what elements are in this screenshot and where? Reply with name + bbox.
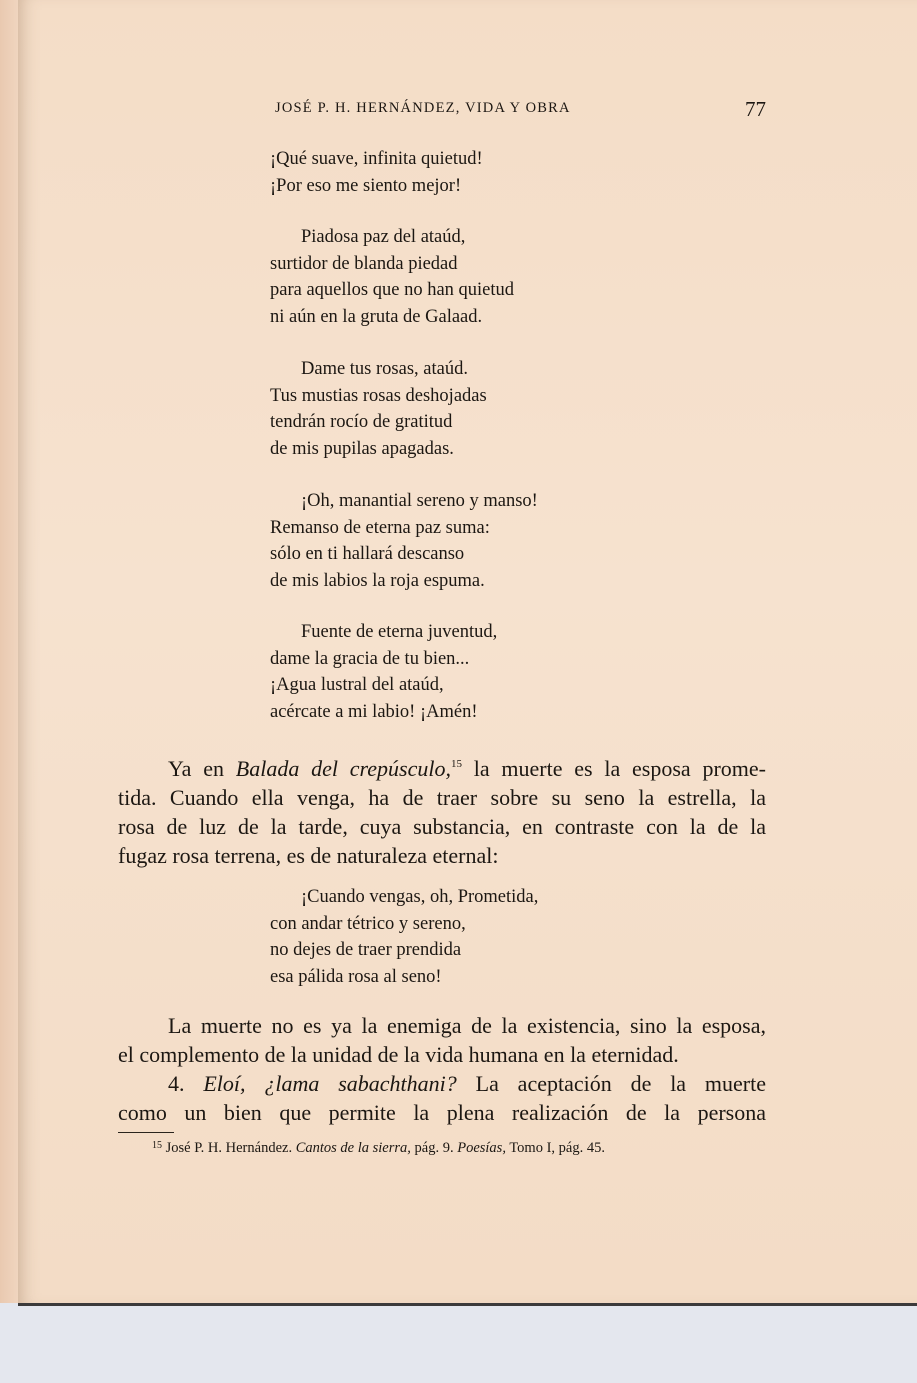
poem-stanza — [270, 619, 497, 725]
body-paragraph — [118, 754, 766, 870]
verse-line: ¡Oh, manantial sereno y manso! — [301, 491, 538, 511]
verse-line: ni aún en la gruta de Galaad. — [270, 306, 483, 327]
paragraph-line: como un bien que permite la plena realización de la persona — [118, 1100, 766, 1125]
verse-line: surtidor de blanda piedad — [270, 253, 458, 274]
text-run: pág. 9. — [410, 1140, 458, 1156]
poem-stanza — [270, 488, 538, 594]
text-run: José P. H. Hernández. — [162, 1140, 296, 1156]
poem-stanza — [270, 224, 514, 330]
paragraph-line — [118, 1069, 766, 1098]
text-run: Tomo I, pág. 45. — [505, 1140, 605, 1156]
poem-stanza — [270, 884, 538, 990]
verse-line: Piadosa paz del ataúd, — [301, 227, 466, 247]
paragraph-line: tida. Cuando ella venga, ha de traer sobre su seno la estrella, la — [118, 785, 766, 810]
paragraph-line: La muerte no es ya la enemiga de la existencia, sino la esposa, — [168, 1013, 766, 1038]
text-run: La aceptación de la muerte — [456, 1071, 767, 1096]
verse-line: acércate a mi labio! ¡Amén! — [270, 701, 478, 722]
poem-stanza — [270, 356, 487, 462]
verse-line: Remanso de eterna paz suma: — [270, 517, 490, 538]
verse-line: no dejes de traer prendida — [270, 940, 462, 960]
verse-line: ¡Agua lustral del ataúd, — [270, 675, 444, 695]
verse-line: de mis pupilas apagadas. — [270, 438, 454, 459]
section-paragraph — [118, 1069, 766, 1127]
paragraph-line: el complemento de la unidad de la vida humana en la eternidad. — [118, 1042, 679, 1067]
running-head: JOSÉ P. H. HERNÁNDEZ, VIDA Y OBRA — [275, 100, 571, 116]
section-number: 4. — [168, 1071, 204, 1096]
verse-line: Tus mustias rosas deshojadas — [270, 385, 487, 406]
work-title: Poesías, — [457, 1140, 506, 1156]
verse-line: esa pálida rosa al seno! — [270, 966, 442, 987]
paragraph-line — [118, 754, 766, 783]
verse-line: dame la gracia de tu bien... — [270, 648, 470, 669]
verse-line: con andar tétrico y sereno, — [270, 913, 466, 934]
verse-line: ¡Cuando vengas, oh, Prometida, — [301, 887, 539, 907]
page-gutter — [0, 0, 18, 1303]
text-run: Ya en — [168, 756, 236, 781]
verse-line: de mis labios la roja espuma. — [270, 570, 485, 591]
paragraph-line: fugaz rosa terrena, es de naturaleza eternal: — [118, 843, 499, 868]
verse-line: para aquellos que no han quietud — [270, 280, 515, 300]
paragraph-line: rosa de luz de la tarde, cuya substancia, en contraste con la de la — [118, 814, 766, 839]
verse-line: sólo en ti hallará descanso — [270, 544, 465, 564]
verse-line: ¡Por eso me siento mejor! — [270, 175, 462, 196]
text-run: la muerte es la esposa prome- — [461, 756, 767, 781]
poem-stanza — [270, 146, 483, 199]
footnote-number: 15 — [152, 1140, 162, 1151]
verse-line: tendrán rocío de gratitud — [270, 412, 453, 432]
work-title: Cantos de la sierra, — [295, 1140, 411, 1156]
footnote-ref: 15 — [450, 758, 462, 770]
verse-line: Dame tus rosas, ataúd. — [301, 359, 468, 379]
verse-line: Fuente de eterna juventud, — [301, 622, 498, 642]
body-paragraph — [118, 1011, 766, 1069]
footnote-rule — [118, 1132, 174, 1133]
footnote — [152, 1140, 605, 1157]
work-title: Balada del crepúsculo, — [235, 756, 451, 781]
verse-line: ¡Qué suave, infinita quietud! — [270, 149, 483, 169]
section-title: Eloí, ¿lama sabachthani? — [203, 1071, 457, 1096]
page-number: 77 — [745, 97, 766, 121]
